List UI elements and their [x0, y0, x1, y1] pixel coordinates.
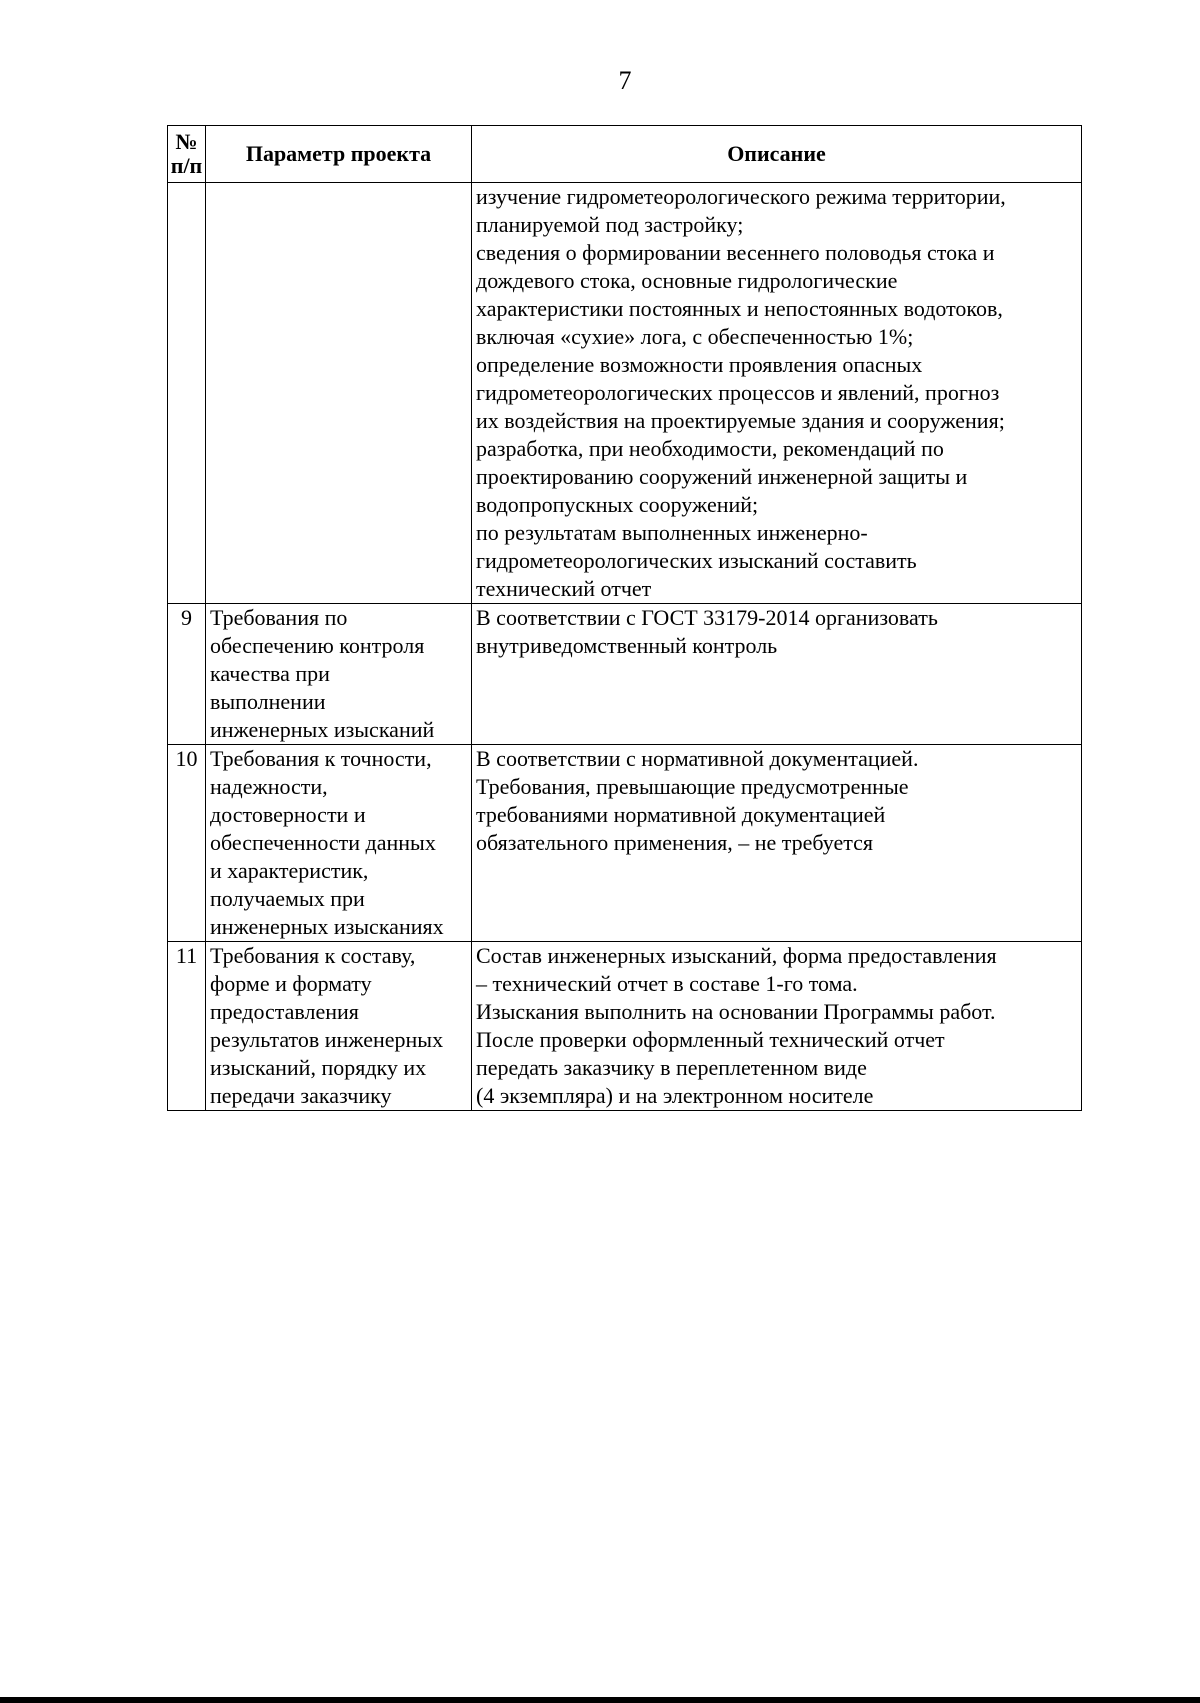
header-parameter: Параметр проекта: [206, 126, 472, 183]
row-description: [472, 183, 1082, 604]
row-description: [472, 604, 1082, 745]
description-line: Изыскания выполнить на основании Программы работ.: [476, 999, 996, 1024]
table-row: [168, 183, 1082, 604]
description-line: определение возможности проявления опасных: [476, 352, 923, 377]
description-line: дождевого стока, основные гидрологические: [476, 268, 898, 293]
table-header-row: [168, 126, 1082, 183]
table-row: [168, 942, 1082, 1111]
project-parameters-table: [167, 125, 1082, 1111]
description-line: гидрометеорологических процессов и явлений, прогноз: [476, 380, 1000, 405]
description-line: гидрометеорологических изысканий составить: [476, 548, 917, 573]
parameter-line: Требования по: [210, 605, 348, 630]
description-line: требованиями нормативной документацией: [476, 802, 886, 827]
description-line: водопропускных сооружений;: [476, 492, 759, 517]
description-line: – технический отчет в составе 1-го тома.: [476, 971, 858, 996]
header-number-sign: №: [175, 129, 198, 154]
parameter-line: обеспечению контроля: [210, 633, 425, 658]
description-line: планируемой под застройку;: [476, 212, 744, 237]
description-line: изучение гидрометеорологического режима территории,: [476, 184, 1006, 209]
row-parameter: [206, 183, 472, 604]
row-description: [472, 745, 1082, 942]
table-row: [168, 604, 1082, 745]
parameter-line: предоставления: [210, 999, 359, 1024]
parameter-line: получаемых при: [210, 886, 365, 911]
row-parameter: [206, 604, 472, 745]
parameter-line: изысканий, порядку их: [210, 1055, 427, 1080]
description-line: Требования, превышающие предусмотренные: [476, 774, 909, 799]
row-parameter: [206, 745, 472, 942]
parameter-line: инженерных изысканиях: [210, 914, 444, 939]
description-line: (4 экземпляра) и на электронном носителе: [476, 1083, 874, 1108]
row-description: [472, 942, 1082, 1111]
description-line: их воздействия на проектируемые здания и сооружения;: [476, 408, 1005, 433]
parameter-line: выполнении: [210, 689, 326, 714]
row-number: 11: [168, 942, 206, 1111]
page-number: 7: [618, 66, 632, 95]
parameter-line: передачи заказчику: [210, 1083, 392, 1108]
description-line: по результатам выполненных инженерно-: [476, 520, 868, 545]
description-line: разработка, при необходимости, рекомендаций по: [476, 436, 944, 461]
description-line: В соответствии с нормативной документацией.: [476, 746, 919, 771]
scan-bottom-edge: [0, 1697, 1200, 1703]
row-number: 10: [168, 745, 206, 942]
parameter-line: качества при: [210, 661, 330, 686]
description-line: После проверки оформленный технический отчет: [476, 1027, 945, 1052]
parameter-line: Требования к точности,: [210, 746, 432, 771]
parameter-line: Требования к составу,: [210, 943, 416, 968]
header-number-abbr: п/п: [170, 153, 203, 178]
description-line: Состав инженерных изысканий, форма предоставления: [476, 943, 997, 968]
parameter-line: форме и формату: [210, 971, 372, 996]
description-line: передать заказчику в переплетенном виде: [476, 1055, 867, 1080]
description-line: характеристики постоянных и непостоянных водотоков,: [476, 296, 1003, 321]
description-line: В соответствии с ГОСТ 33179-2014 организовать: [476, 605, 938, 630]
row-parameter: [206, 942, 472, 1111]
parameter-line: надежности,: [210, 774, 328, 799]
header-description: Описание: [472, 126, 1082, 183]
description-line: проектированию сооружений инженерной защиты и: [476, 464, 968, 489]
parameter-line: достоверности и: [210, 802, 366, 827]
description-line: технический отчет: [476, 576, 652, 601]
row-number: 9: [168, 604, 206, 745]
table-row: [168, 745, 1082, 942]
parameter-line: инженерных изысканий: [210, 717, 435, 742]
description-line: включая «сухие» лога, с обеспеченностью 1%;: [476, 324, 914, 349]
description-line: внутриведомственный контроль: [476, 633, 778, 658]
table-body: [168, 183, 1082, 1111]
parameter-line: результатов инженерных: [210, 1027, 444, 1052]
header-number: [168, 126, 206, 183]
description-line: обязательного применения, – не требуется: [476, 830, 874, 855]
parameter-line: и характеристик,: [210, 858, 369, 883]
description-line: сведения о формировании весеннего половодья стока и: [476, 240, 995, 265]
parameter-line: обеспеченности данных: [210, 830, 436, 855]
row-number: [168, 183, 206, 604]
